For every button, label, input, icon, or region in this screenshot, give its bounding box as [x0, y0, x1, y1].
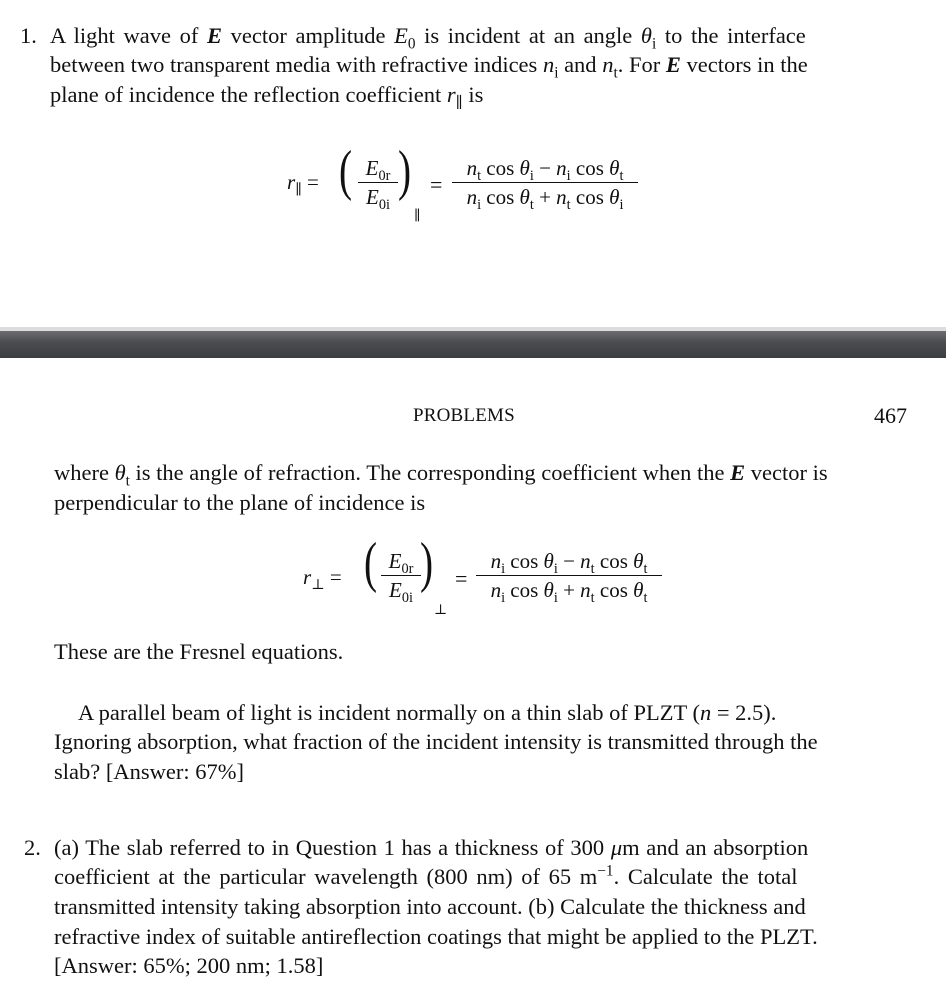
- continuation-line-1: where $\theta_t$ is the angle of refraction. The corresponding coefficient when the E vector is: [54, 460, 828, 490]
- q1-line-3: plane of incidence the reflection coefficient $r_\parallel$ is: [50, 82, 484, 112]
- q2-line-4: refractive index of suitable antireflection coatings that might be applied to the PLZT.: [54, 924, 818, 949]
- q2-line-2: coefficient at the particular wavelength (800 nm) of 65 $m^{-1}$. Calculate the total: [54, 862, 798, 889]
- q2-line-1: (a) The slab referred to in Question 1 has a thickness of 300 μm and an absorption: [54, 835, 809, 860]
- q1-line-1: A light wave of E vector amplitude $E_0$ is incident at an angle $\theta_i$ to the interface: [50, 23, 806, 53]
- plzt-line-2: Ignoring absorption, what fraction of the incident intensity is transmitted through the: [54, 729, 818, 754]
- fresnel-sentence: These are the Fresnel equations.: [54, 639, 344, 664]
- q2-line-5: [Answer: 65%; 200 nm; 1.58]: [54, 953, 324, 978]
- q1-number: 1.: [20, 23, 37, 48]
- plzt-line-3: slab? [Answer: 67%]: [54, 759, 244, 784]
- q2-number: 2.: [24, 835, 41, 860]
- page-number: 467: [874, 403, 907, 428]
- q1-line-2: between two transparent media with refractive indices $n_i$ and $n_t$. For E vectors in the: [50, 52, 808, 82]
- running-header-title: PROBLEMS: [413, 405, 515, 426]
- q2-line-3: transmitted intensity taking absorption into account. (b) Calculate the thickness and: [54, 894, 806, 919]
- page-separator-bar: [0, 331, 946, 358]
- plzt-line-1: A parallel beam of light is incident normally on a thin slab of PLZT (n = 2.5).: [78, 700, 777, 725]
- continuation-line-2: perpendicular to the plane of incidence is: [54, 490, 426, 515]
